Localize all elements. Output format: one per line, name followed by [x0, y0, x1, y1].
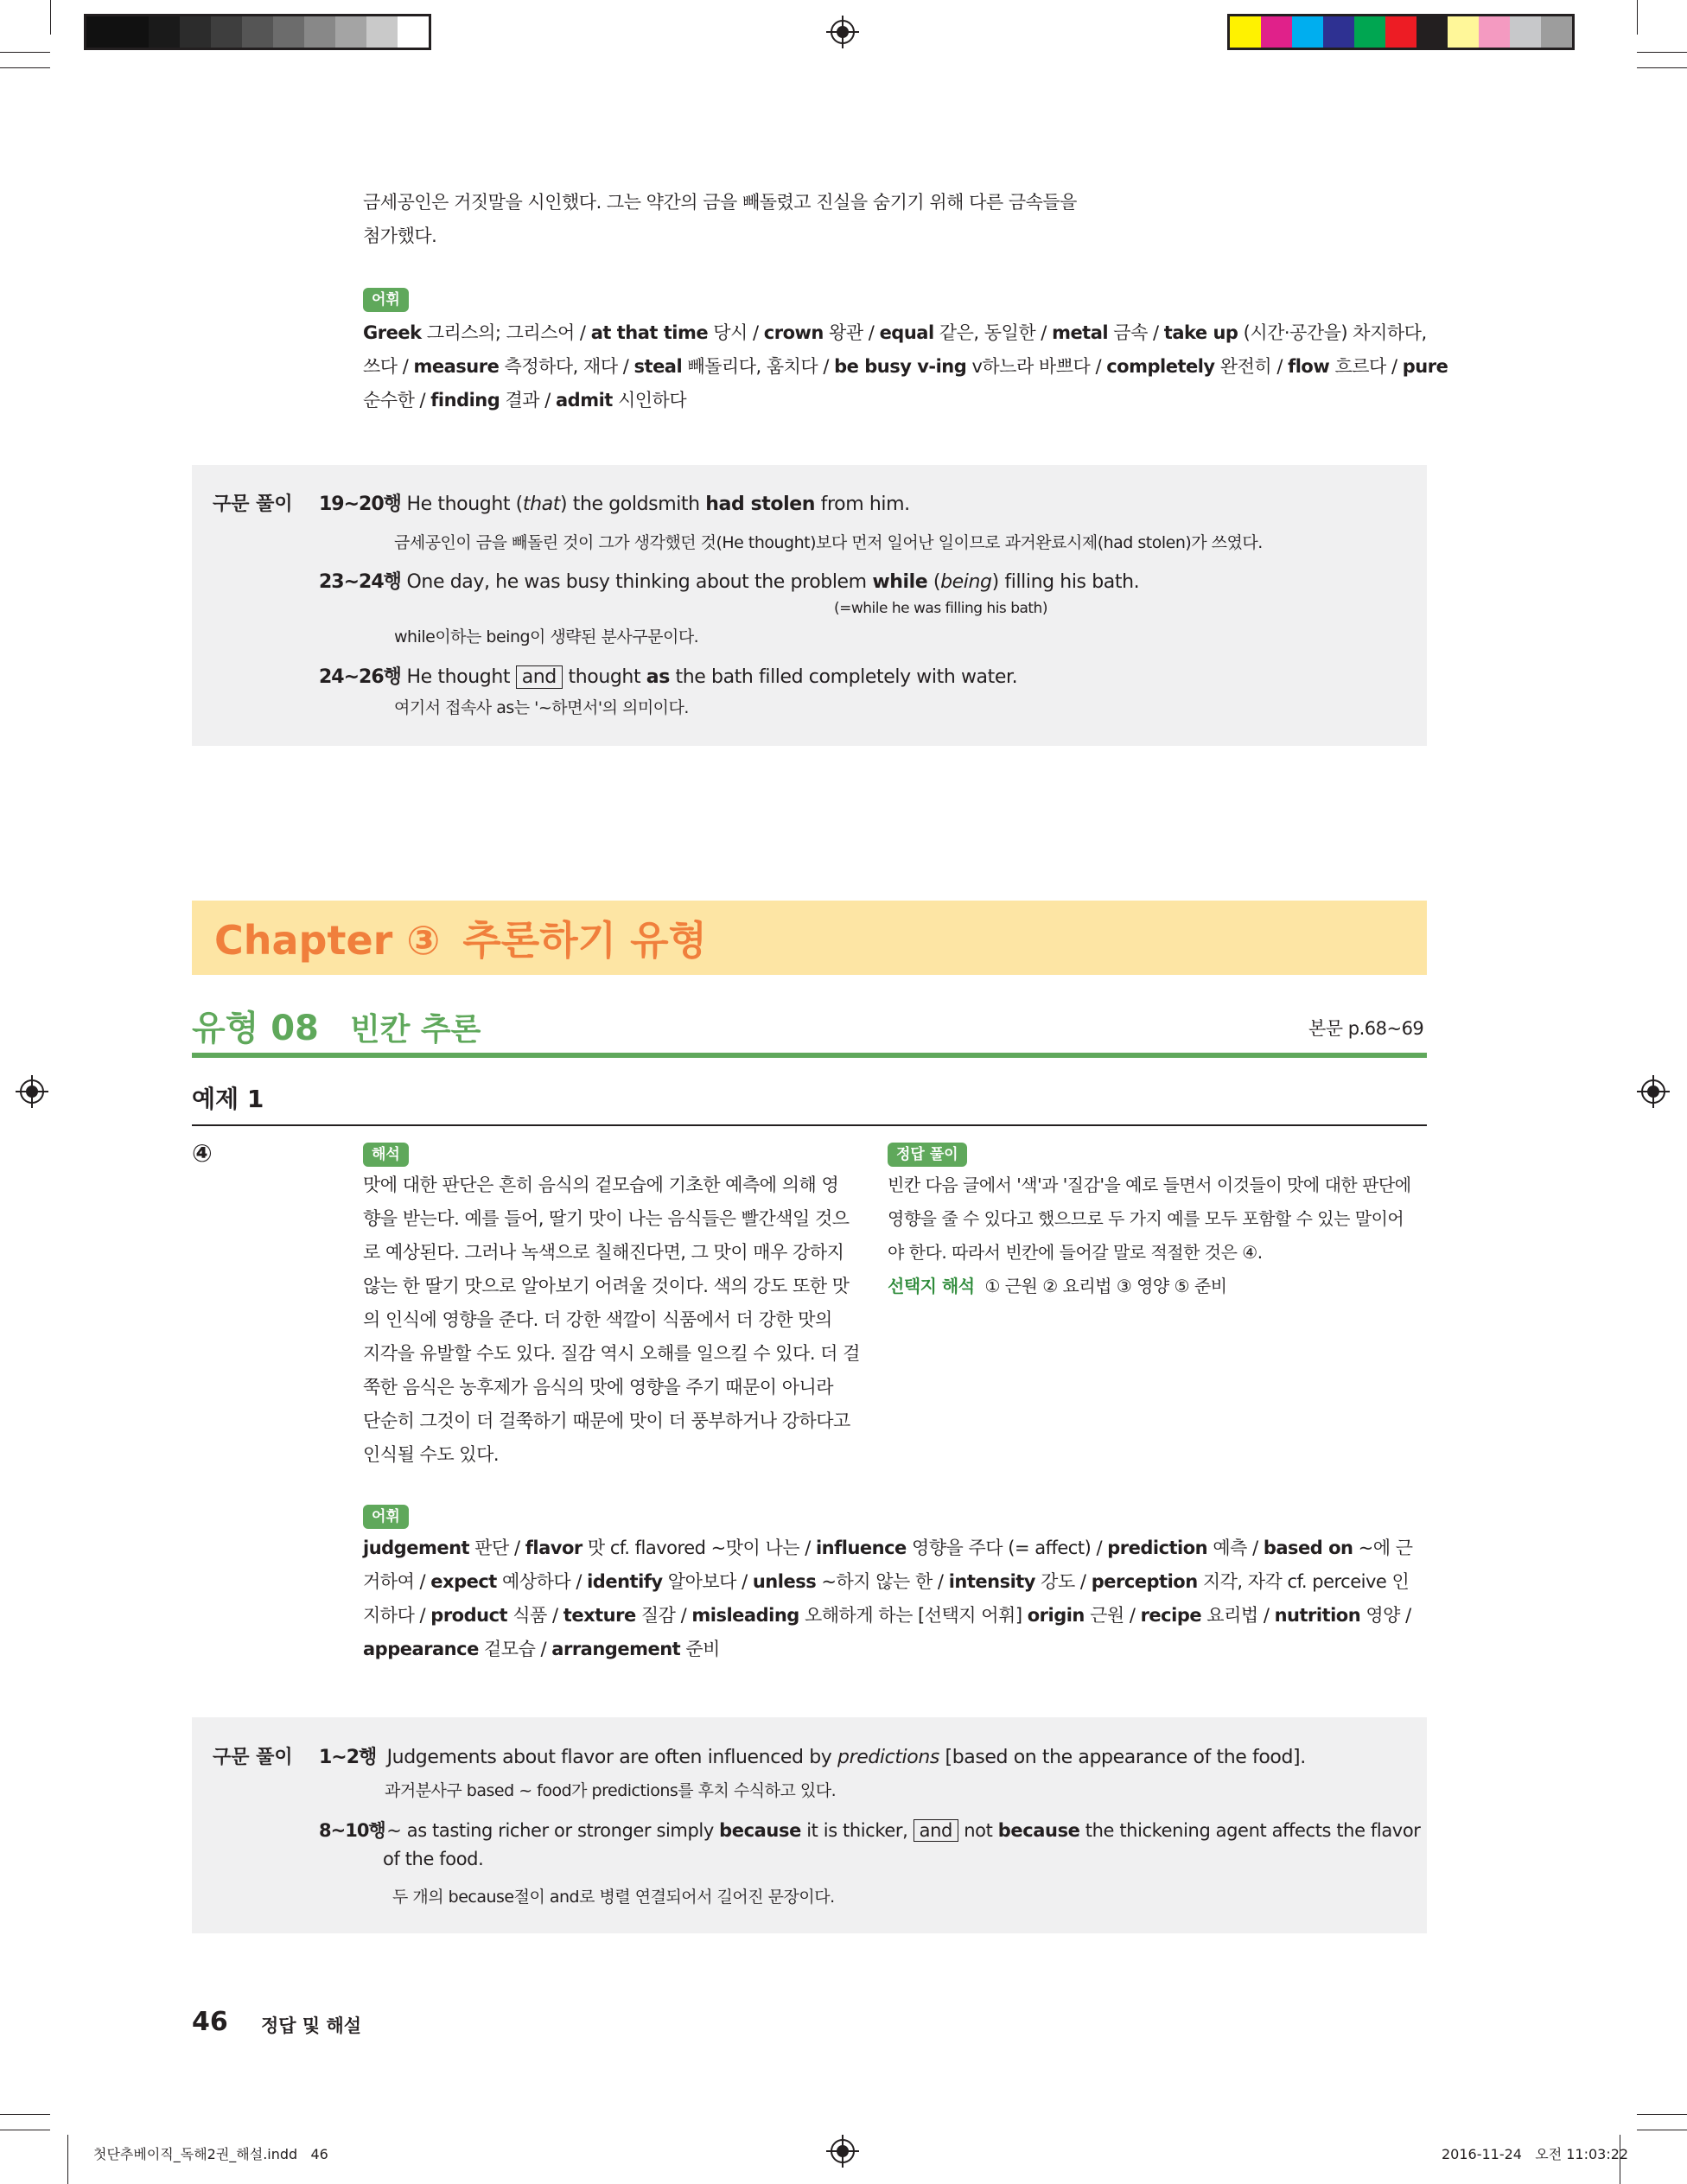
vocab-block: [363, 316, 1448, 417]
sentence-italic: predictions: [837, 1747, 939, 1768]
vocab-meaning: 쓰다 /: [363, 356, 414, 377]
slug-file-info: 첫단추베이직_독해2권_해설.indd 46: [93, 2146, 328, 2162]
vocab-meaning: 오해하게 하는 [선택지 어휘]: [799, 1605, 1028, 1626]
syntax-note: 여기서 접속사 as는 '~하면서'의 의미이다.: [394, 698, 689, 717]
vocab-word: finding: [430, 390, 500, 411]
sentence-italic: that: [522, 493, 560, 515]
color-swatch: [118, 16, 149, 48]
color-swatch: [398, 16, 429, 48]
vocab-meaning: 그리스의; 그리스어 /: [421, 322, 591, 343]
vocab-word: admit: [555, 390, 613, 411]
crop-mark: [1637, 52, 1687, 53]
vocab-word: completely: [1106, 356, 1215, 377]
vocab-meaning: 왕관 /: [823, 322, 880, 343]
color-swatch: [1323, 16, 1354, 48]
type-title: [192, 1001, 481, 1050]
vocab-meaning: 지하다 /: [363, 1605, 431, 1626]
line-number: 19~20행: [319, 493, 401, 515]
sentence-text: from him.: [815, 493, 910, 515]
vocab-word: recipe: [1140, 1605, 1202, 1626]
color-swatch: [180, 16, 211, 48]
translation-line: 금세공인은 거짓말을 시인했다. 그는 약간의 금을 빼돌렸고 진실을 숨기기 위해 다른 금속들을: [363, 192, 1077, 213]
example-title: 예제 1: [192, 1085, 264, 1113]
passage-translation: [363, 186, 1435, 253]
syntax-paren-note: (=while he was filling his bath): [834, 600, 1047, 617]
vocab-line: [363, 384, 1435, 417]
syntax-note: 두 개의 because절이 and로 병렬 연결되어서 길어진 문장이다.: [392, 1888, 835, 1907]
color-swatch: [366, 16, 398, 48]
vocab-meaning: 시인하다: [612, 390, 687, 411]
boxed-word: and: [914, 1819, 958, 1842]
vocab-line: [363, 1633, 1435, 1666]
vocab-block: [363, 1531, 1435, 1666]
syntax-note: 금세공인이 금을 빼돌린 것이 그가 생각했던 것(He thought)보다 먼저 일어난 일이므로 과거완료시제(had stolen)가 쓰였다.: [394, 533, 1263, 552]
registration-mark-right: [1637, 1075, 1670, 1108]
sentence-text: (: [927, 571, 941, 593]
syntax-label: 구문 풀이: [213, 1747, 293, 1768]
line-number: 24~26행: [319, 666, 401, 688]
sentence-text: ~ as tasting richer or stronger simply: [386, 1820, 720, 1841]
sentence-text: He thought (: [406, 493, 523, 515]
vocab-meaning: 같은, 동일한 /: [933, 322, 1053, 343]
sentence-text: He thought: [406, 666, 516, 688]
vocab-meaning: 금속 /: [1108, 322, 1164, 343]
vocab-meaning: 거하여 /: [363, 1571, 431, 1592]
chapter-name: 추론하기 유형: [462, 917, 707, 964]
vocab-meaning: 근원 /: [1084, 1605, 1141, 1626]
vocab-word: appearance: [363, 1639, 479, 1659]
vocab-word: product: [430, 1605, 508, 1626]
color-swatch: [211, 16, 242, 48]
line-number: 1~2행: [319, 1747, 377, 1768]
vocab-word: origin: [1027, 1605, 1085, 1626]
answer-number: ④: [192, 1139, 213, 1168]
syntax-sentence: [319, 489, 910, 516]
vocab-line: [363, 350, 1448, 384]
vocab-word: intensity: [948, 1571, 1035, 1592]
vocab-meaning: ~에 근: [1353, 1538, 1413, 1558]
page-number: 46: [192, 2007, 228, 2037]
vocab-word: influence: [815, 1538, 907, 1558]
sentence-text: ) the goldsmith: [559, 493, 706, 515]
vocab-meaning: 식품 /: [507, 1605, 563, 1626]
interpretation-text: [363, 1168, 860, 1472]
vocab-meaning: 알아보다 /: [662, 1571, 753, 1592]
syntax-note: while이하는 being이 생략된 분사구문이다.: [394, 627, 699, 646]
sentence-bold: as: [646, 666, 670, 688]
color-swatch: [1510, 16, 1541, 48]
vocab-meaning: 순수한 /: [363, 390, 431, 411]
page-reference: 본문 p.68~69: [1308, 1018, 1424, 1039]
sentence-bold: had stolen: [705, 493, 816, 515]
grayscale-color-bar: [84, 14, 431, 50]
color-swatch: [1354, 16, 1385, 48]
syntax-sentence-continued: of the food.: [383, 1849, 484, 1869]
vocab-word: at that time: [590, 322, 709, 343]
registration-mark-top: [826, 16, 859, 48]
crop-mark: [1637, 67, 1687, 68]
vocab-meaning: 영향을 주다 (= affect) /: [906, 1538, 1108, 1558]
vocab-meaning: 당시 /: [708, 322, 764, 343]
interp-line: 단순히 그것이 더 걸쭉하기 때문에 맛이 더 풍부하거나 강하다고: [363, 1410, 850, 1431]
interp-line: 맛에 대한 판단은 흔히 음식의 겉모습에 기초한 예측에 의해 영: [363, 1175, 839, 1195]
vocab-word: perception: [1091, 1571, 1198, 1592]
interp-line: 쭉한 음식은 농후제가 음식의 맛에 영향을 주기 때문이 아니라: [363, 1377, 834, 1398]
vocab-meaning: 지각, 자각 cf. perceive 인: [1197, 1571, 1410, 1592]
vocab-meaning: 흐르다 /: [1329, 356, 1403, 377]
crop-mark: [1637, 2114, 1687, 2115]
section-name: 정답 및 해설: [261, 2015, 362, 2036]
interp-line: 인식될 수도 있다.: [363, 1444, 500, 1465]
syntax-sentence: [319, 567, 1139, 594]
vocab-word: judgement: [363, 1538, 470, 1558]
color-swatch: [1261, 16, 1292, 48]
vocab-meaning: 측정하다, 재다 /: [499, 356, 634, 377]
answer-line: 빈칸 다음 글에서 '색'과 '질감'을 예로 들면서 이것들이 맛에 대한 판단에: [888, 1175, 1411, 1195]
color-swatch: [1292, 16, 1323, 48]
vocab-meaning: 맛 cf. flavored ~맛이 나는 /: [582, 1538, 816, 1558]
syntax-sentence: [319, 1817, 1421, 1843]
vocab-word: be busy v-ing: [834, 356, 967, 377]
crop-mark: [0, 67, 50, 68]
answer-explanation-text: [888, 1168, 1427, 1303]
sentence-bold: while: [872, 571, 928, 593]
sentence-text: [based on the appearance of the food].: [939, 1747, 1306, 1768]
vocab-word: equal: [879, 322, 934, 343]
color-swatch: [149, 16, 180, 48]
sentence-text: thought: [562, 666, 646, 688]
vocab-word: steal: [633, 356, 683, 377]
registration-mark-bottom: [826, 2135, 859, 2168]
crop-mark: [50, 0, 51, 35]
answer-line: 영향을 줄 수 있다고 했으므로 두 가지 예를 모두 포함할 수 있는 말이어: [888, 1208, 1404, 1229]
translation-line: 첨가했다.: [363, 226, 437, 246]
interpretation-tag: 해석: [363, 1143, 409, 1167]
syntax-label: 구문 풀이: [213, 493, 293, 515]
vocab-word: Greek: [363, 322, 422, 343]
vocab-meaning: (시간·공간을) 차지하다,: [1238, 322, 1427, 343]
syntax-sentence: [319, 1742, 1306, 1769]
sentence-bold: because: [719, 1820, 801, 1841]
color-swatch: [273, 16, 304, 48]
color-swatch: [1230, 16, 1261, 48]
color-swatch: [1385, 16, 1416, 48]
crop-mark: [0, 52, 50, 53]
section-divider: [192, 1053, 1427, 1058]
sentence-text: ) filling his bath.: [991, 571, 1140, 593]
vocab-word: unless: [752, 1571, 817, 1592]
sentence-text: Judgements about flavor are often influenced by: [386, 1747, 837, 1768]
sentence-bold: because: [997, 1820, 1080, 1841]
vocab-word: pure: [1402, 356, 1448, 377]
registration-mark-left: [16, 1075, 48, 1108]
sentence-text: One day, he was busy thinking about the problem: [406, 571, 873, 593]
vocab-meaning: v하느라 바쁘다 /: [966, 356, 1107, 377]
process-color-bar: [1227, 14, 1575, 50]
vocab-word: based on: [1263, 1538, 1353, 1558]
line-number: 23~24행: [319, 571, 401, 593]
choice-text: ① 근원 ② 요리법 ③ 영양 ⑤ 준비: [984, 1276, 1227, 1296]
vocab-word: nutrition: [1274, 1605, 1361, 1626]
vocab-meaning: 영양 /: [1360, 1605, 1411, 1626]
vocab-word: arrangement: [551, 1639, 681, 1659]
vocab-meaning: 겉모습 /: [478, 1639, 552, 1659]
vocab-tag: 어휘: [363, 1505, 409, 1529]
vocab-line: [363, 1599, 1435, 1633]
answer-explanation-tag: 정답 풀이: [888, 1143, 967, 1167]
vocab-word: take up: [1163, 322, 1238, 343]
vocab-tag: 어휘: [363, 288, 409, 312]
color-swatch: [335, 16, 366, 48]
vocab-word: measure: [413, 356, 500, 377]
vocab-line: [363, 316, 1435, 350]
type-label: 유형 08: [192, 1009, 319, 1048]
boxed-word: and: [516, 665, 563, 689]
vocab-word: identify: [587, 1571, 663, 1592]
chapter-number: ③: [406, 917, 441, 964]
chapter-title: [214, 909, 707, 966]
vocab-word: flow: [1288, 356, 1330, 377]
color-swatch: [242, 16, 273, 48]
crop-mark: [1637, 0, 1638, 35]
crop-mark: [0, 2114, 50, 2115]
vocab-meaning: 판단 /: [469, 1538, 525, 1558]
sentence-text: it is thicker,: [800, 1820, 914, 1841]
vocab-meaning: 예상하다 /: [496, 1571, 588, 1592]
line-number: 8~10행: [319, 1820, 385, 1841]
crop-mark: [67, 2135, 68, 2184]
interp-line: 향을 받는다. 예를 들어, 딸기 맛이 나는 음식들은 빨간색일 것으: [363, 1208, 850, 1229]
vocab-line: [363, 1565, 1435, 1599]
interp-line: 지각을 유발할 수도 있다. 질감 역시 오해를 일으킬 수 있다. 더 걸: [363, 1343, 860, 1364]
vocab-meaning: 요리법 /: [1201, 1605, 1275, 1626]
vocab-word: texture: [563, 1605, 636, 1626]
color-swatch: [1541, 16, 1572, 48]
chapter-word: Chapter: [214, 917, 393, 964]
vocab-meaning: 준비: [680, 1639, 720, 1659]
syntax-note: 과거분사구 based ~ food가 predictions를 후치 수식하고 있다.: [385, 1781, 837, 1800]
vocab-meaning: 빼돌리다, 훔치다 /: [682, 356, 835, 377]
example-divider: [192, 1124, 1427, 1126]
interp-line: 않는 한 딸기 맛으로 알아보기 어려울 것이다. 색의 강도 또한 맛: [363, 1276, 850, 1296]
choice-label: 선택지 해석: [888, 1276, 975, 1296]
sentence-text: the bath filled completely with water.: [669, 666, 1018, 688]
type-name: 빈칸 추론: [349, 1012, 481, 1047]
color-swatch: [304, 16, 335, 48]
sentence-text: the thickening agent affects the flavor: [1079, 1820, 1421, 1841]
vocab-meaning: 결과 /: [500, 390, 556, 411]
color-swatch: [86, 16, 118, 48]
color-swatch: [1448, 16, 1479, 48]
vocab-word: metal: [1052, 322, 1109, 343]
slug-datetime: 2016-11-24 오전 11:03:22: [1442, 2146, 1629, 2162]
vocab-meaning: 예측 /: [1207, 1538, 1264, 1558]
interp-line: 로 예상된다. 그러나 녹색으로 칠해진다면, 그 맛이 매우 강하지: [363, 1242, 844, 1263]
vocab-word: prediction: [1107, 1538, 1208, 1558]
color-swatch: [1416, 16, 1448, 48]
sentence-text: not: [958, 1820, 998, 1841]
vocab-line: [363, 1531, 1435, 1565]
color-swatch: [1479, 16, 1510, 48]
vocab-meaning: 강도 /: [1035, 1571, 1092, 1592]
vocab-word: crown: [763, 322, 824, 343]
choice-line: [888, 1270, 1427, 1303]
vocab-word: misleading: [691, 1605, 799, 1626]
vocab-meaning: 질감 /: [635, 1605, 692, 1626]
vocab-word: expect: [430, 1571, 497, 1592]
syntax-sentence: [319, 662, 1017, 689]
vocab-meaning: ~하지 않는 한 /: [816, 1571, 949, 1592]
vocab-meaning: 완전히 /: [1214, 356, 1289, 377]
answer-line: 야 한다. 따라서 빈칸에 들어갈 말로 적절한 것은 ④.: [888, 1242, 1263, 1263]
sentence-italic: being: [940, 571, 992, 593]
interp-line: 의 인식에 영향을 준다. 더 강한 색깔이 식품에서 더 강한 맛의: [363, 1309, 832, 1330]
vocab-word: flavor: [525, 1538, 582, 1558]
